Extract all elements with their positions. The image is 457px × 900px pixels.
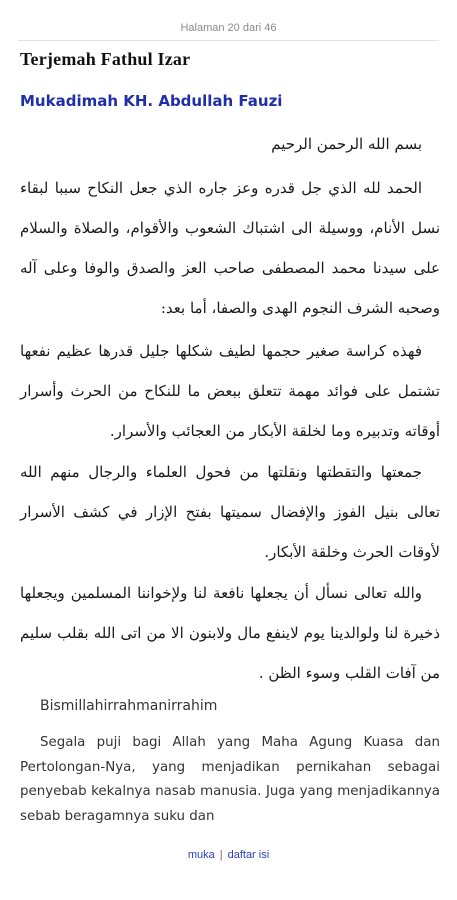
link-table-of-contents[interactable]: daftar isi xyxy=(227,849,270,861)
header-divider xyxy=(18,40,439,41)
arabic-paragraph-3: جمعتها والتقطتها ونقلتها من فحول العلماء والرجال منهم الله تعالى بنيل الفوز والإفضال سميتها بفتح الإزار في كشف الأسرار لأوقات الحرث وخلقة الأبكار. xyxy=(20,463,440,561)
translation-heading: Bismillahirrahmanirrahim xyxy=(40,698,218,714)
chapter-subtitle: Mukadimah KH. Abdullah Fauzi xyxy=(20,92,283,110)
translation-paragraph: Segala puji bagi Allah yang Maha Agung Kuasa dan Pertolongan-Nya, yang menjadikan pernikahan sebagai penyebab kekalnya nasab manusia. Juga yang menjadikannya sebab beragamnya suku dan xyxy=(20,735,440,824)
arabic-paragraph-2: فهذه كراسة صغير حجمها لطيف شكلها جليل قدرها عظيم نفعها تشتمل على فوائد مهمة تتعلق ببعض ما للنكاح من الحرث وأسرار أوقاته وتدبيره وما لخلقة الأبكار من العجائب والأسرار. xyxy=(20,342,440,440)
arabic-paragraph-1: الحمد لله الذي جل قدره وعز جاره الذي جعل النكاح سببا لبقاء نسل الأنام، ووسيلة الى اشتباك الشعوب والأقوام، والصلاة والسلام على سيدنا محمد المصطفى صاحب العز والصدق والوفا وعلى آله وصحبه الشرف النجوم الهدى والصفا، أما بعد: xyxy=(20,179,440,317)
footer-separator: | xyxy=(219,849,223,861)
document-title: Terjemah Fathul Izar xyxy=(20,49,191,69)
arabic-paragraph-4: والله تعالى نسأل أن يجعلها نافعة لنا ولإخواننا المسلمين ويجعلها ذخيرة لنا ولوالدينا يوم لاينفع مال ولابنون الا من اتى الله بقلب سليم من آفات القلب وسوء الظن . xyxy=(20,584,440,682)
footer-nav xyxy=(0,849,457,861)
arabic-basmalah: بسم الله الرحمن الرحيم xyxy=(271,135,422,153)
link-cover-page[interactable]: muka xyxy=(187,849,215,861)
page-indicator: Halaman 20 dari 46 xyxy=(180,22,277,34)
